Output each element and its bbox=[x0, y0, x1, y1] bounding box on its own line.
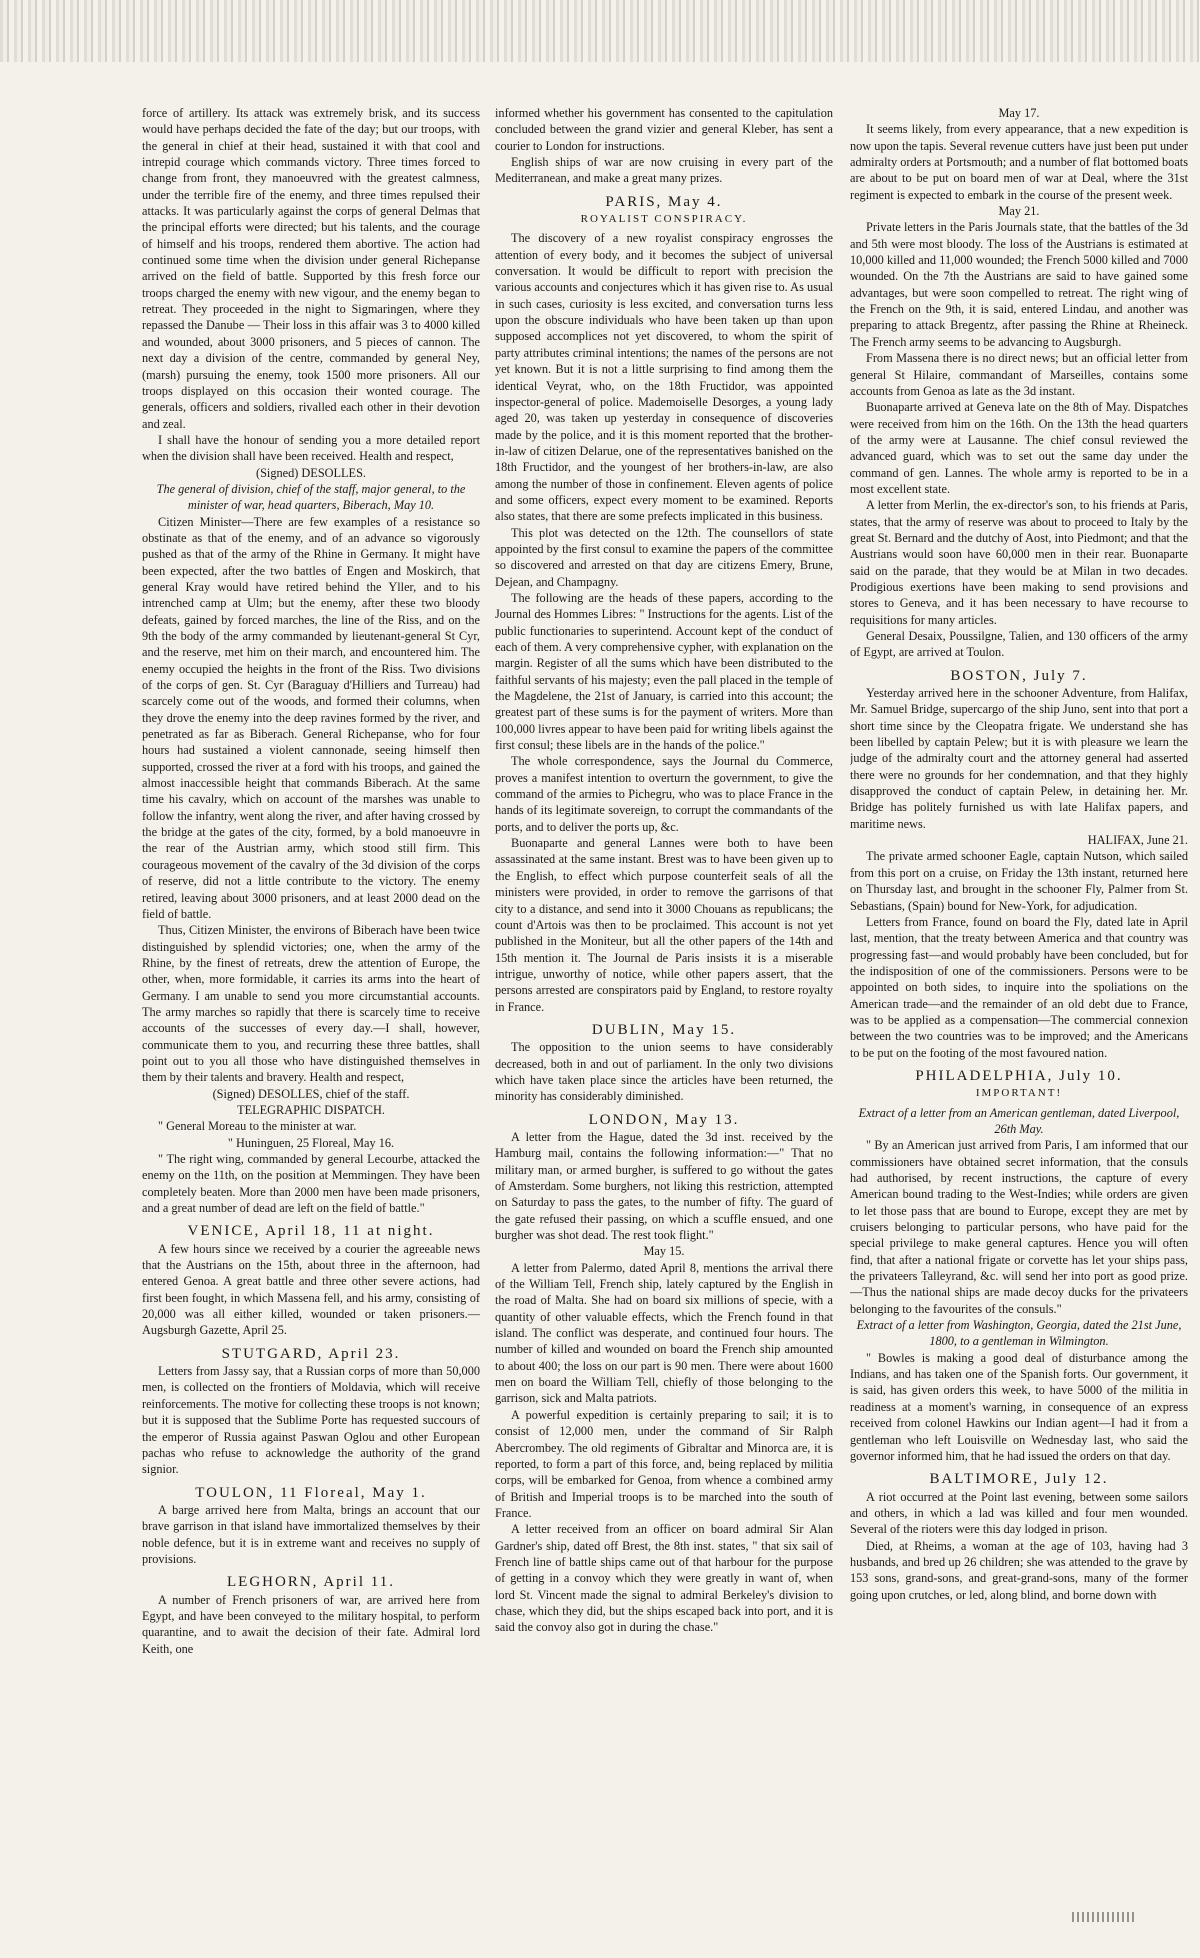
article-paragraph: The following are the heads of these papers, according to the Journal des Hommes Libres: " Instructions for the agents. List of the public functionaries to superintend. Account kept of the conduct of each of them. A very comprehensive cypher, with explanation on the margin. Register of all the sums which have been distributed to the faithful servants of his majesty; even the pall placed in the temple of the Magdelene, the 21st of January, is carried into this account; the greatest part of these sums is for the payment of writers. More than 100,000 livres appear to have been paid for writing libels against the first consul; these libels are in the hands of the police." bbox=[495, 590, 833, 753]
dateline-dublin: DUBLIN, May 15. bbox=[591, 1021, 737, 1038]
dispatch-heading: The general of division, chief of the staff, major general, to the minister of war, head quarters, Biberach, May 10. bbox=[156, 481, 466, 513]
article-paragraph: A letter from the Hague, dated the 3d inst. received by the Hamburg mail, contains the following information:—" That no military man, or armed burgher, is suffered to go without the gates of Amsterdam. Some burghers, not liking this restriction, attempted on Saturday to pass the gates, to the number of fifty. The guard of the gate refused their passing, on which a scuffle ensued, and one burgher was shot dead. The rest took flight." bbox=[495, 1129, 833, 1243]
column-3 bbox=[850, 105, 1188, 1925]
article-continuation: informed whether his government has consented to the capitulation concluded between the grand vizier and general Kleber, has sent a courier to London for instructions. bbox=[495, 106, 833, 153]
extract-heading: Extract of a letter from Washington, Georgia, dated the 21st June, 1800, to a gentleman in Wilmington. bbox=[856, 1318, 1182, 1349]
article-paragraph: Died, at Rheims, a woman at the age of 103, having had 3 husbands, and bred up 26 children; she was attended to the grave by 153 sons, grand-sons, and great-grand-sons, many of the former going upon crutches, or led, along blind, and borne down with bbox=[850, 1538, 1188, 1602]
dateline-toulon: TOULON, 11 Floreal, May 1. bbox=[195, 1484, 427, 1501]
dateline-philadelphia: PHILADELPHIA, July 10. bbox=[915, 1067, 1123, 1084]
article-paragraph: A number of French prisoners of war, are arrived here from Egypt, and have been conveyed to the military hospital, to perform quarantine, and to await the decision of their fate. Admiral lord Keith, one bbox=[142, 1592, 480, 1656]
article-dateline: HALIFAX, June 21. bbox=[1087, 833, 1188, 848]
article-paragraph: Buonaparte arrived at Geneva late on the 8th of May. Dispatches were received from him on the 16th. On the 13th the head quarters of the army were at Lausanne. The chief consul reviewed the advanced guard, which was to set out the same day under the command of gen. Lannes. The whole army is reported to be in a most excellent state. bbox=[850, 400, 1188, 496]
article-paragraph: A letter from Palermo, dated April 8, mentions the arrival there of the William Tell, French ship, lately captured by the English in the road of Malta. She had on board six millions of specie, with a quantity of other valuable effects, which the French found in that island. The conflict was desperate, and continued four hours. The number of killed and wounded on board the French ship amounted to about 400; the loss on our part is 90 men. There were about 1600 men on board the William Tell, chiefly of those belonging to the garrison, sick and Malta patriots. bbox=[495, 1260, 833, 1406]
article-date: May 15. bbox=[643, 1244, 685, 1259]
dateline-baltimore: BALTIMORE, July 12. bbox=[929, 1471, 1109, 1488]
signature: (Signed) DESOLLES, chief of the staff. bbox=[212, 1086, 410, 1101]
dateline-venice: VENICE, April 18, 11 at night. bbox=[187, 1223, 435, 1240]
article-paragraph: Citizen Minister—There are few examples of a resistance so obstinate as that of the enemy, and of an advance so vigorously pushed as that of the army of the Rhine in Germany. It might have been expected, after the two battles of Engen and Moskirch, that general Kray would have retired behind the Yller, and to his intrenched camp at Ulm; but the enemy, after these two bloody defeats, gained by forced marches, the line of the Riss, and on the 9th the body of the army commanded by lieutenant-general St Cyr, and the reserve, met him on their march, and encountered him. The enemy occupied the heights in the front of the Riss. Two divisions of the corps of gen. St. Cyr (Baraguay d'Hilliers and Turreau) had scarcely come out of the woods, and formed their columns, when they drove the enemy into the deep ravines formed by the river, and penetrated as far as Biberach. General Richepanse, who for four hours had sustained a violent cannonade, seeing himself then supported, crossed the river at a ford with his troops, and gained the almost inaccessible height that commands Biberach. At the same time his cavalry, which on account of the marshes was unable to follow the infantry, went along the river, and after having crossed by the bridge at the gates of the city, formed, by a bold manoeuvre in the rear of the Austrian army, which stood still firm. This courageous movement of the cavalry of the 3d division of the corps of reserve, did not a little contribute to the victory. The enemy retired, leaving about 3000 prisoners, and at least 2000 dead on the field of battle. bbox=[142, 514, 480, 921]
article-dateline: " Huninguen, 25 Floreal, May 16. bbox=[227, 1135, 395, 1150]
article-paragraph: Buonaparte and general Lannes were both to have been assassinated at the same instant. Brest was to have been given up to the English, to effect which purpose counterfeit seals of all the ministers were provided, in order to remove the garrisons of that city to a distance, and send into it 3000 Chouans as republicans; the count d'Artois was then to be proclaimed. This account is not yet published in the Moniteur, but all the other papers of the 14th and 15th mention it. The Journal de Paris insists it is a miserable intrigue, unworthy of notice, while other papers assert, that the persons arrested are conspirators paid by England, to restore royalty in France. bbox=[495, 836, 833, 1014]
article-paragraph: A few hours since we received by a courier the agreeable news that the Austrians on the 15th, about three in the afternoon, had entered Genoa. A great battle and three other severe actions, had first been fought, in which Massena fell, and his army, consisting of 20,000 was all either killed, wounded or taken prisoners.—Augsburgh Gazette, April 25. bbox=[142, 1241, 480, 1338]
section-subhead: ROYALIST CONSPIRACY. bbox=[580, 213, 748, 226]
article-paragraph: Yesterday arrived here in the schooner Adventure, from Halifax, Mr. Samuel Bridge, supercargo of the ship Juno, sent into that port a short time since by the Cleopatra frigate. We understand she has been libelled by captain Pelew; but it is with pleasure we learn the judge of the admiralty court and the attorney general had asserted there were no grounds for her condemnation, and that they highly disapproved the conduct of captain Pelew, in detaining her. Mr. Bridge has politely furnished us with late Halifax papers, and maritime news. bbox=[850, 686, 1188, 831]
article-paragraph: Letters from Jassy say, that a Russian corps of more than 50,000 men, is collected on the frontiers of Moldavia, which will receive reinforcements. The motive for collecting these troops is not known; but it is supposed that the Sublime Porte has requested succours of the emperor of Russia against Paswan Oglou and other European pachas who refuse to acknowledge the authority of the grand signior. bbox=[142, 1364, 480, 1477]
dateline-boston: BOSTON, July 7. bbox=[950, 667, 1088, 684]
article-paragraph: The discovery of a new royalist conspiracy engrosses the attention of every body, and it becomes the subject of universal conversation. It would be difficult to report with precision the various accounts and conjectures which it has given rise to. As usual in such cases, curiosity is less excited, and conversation turns less upon the obscure individuals who have been taken up than upon supposed accomplices not yet discovered, to whom the spirit of party attributes criminal intentions; the names of the persons are not yet known. But it is not a little surprising to find among them the identical Veyrat, who, on the 18th Fructidor, was appointed inspector-general of police. Mademoiselle Desorges, a young lady aged 20, was taken up yesterday in consequence of discoveries made by the police, and it is this moment reported that the brother-in-law of citizen Delarue, one of the representatives banished on the 18th Fructidor, and the youngest of her brothers-in-law, are also among the number of those in confinement. Eleven agents of police and some officers, expect every moment to be examined. Reports also states, that there are some prefects implicated in this business. bbox=[495, 231, 833, 524]
article-paragraph: A powerful expedition is certainly preparing to sail; it is to consist of 12,000 men, under the command of Sir Ralph Abercrombey. The old regiments of Gibraltar and Minorca are, it is reported, to form a part of this force, and, being replaced by militia corps, will be embarked for Genoa, from whence a combined army of British and Imperial troops is to be marched into the south of France. bbox=[495, 1407, 833, 1520]
article-paragraph: I shall have the honour of sending you a more detailed report when the division shall have been received. Health and respect, bbox=[142, 432, 480, 464]
article-paragraph: " By an American just arrived from Paris, I am informed that our commissioners have obtained secret information, that the consuls had authorised, by recent instructions, the capture of every American bound trading to the West-Indies; while orders are given to let those pass that are bound to Europe, except they are met by cruisers belonging to particular persons, who have paid for the special privilege to make general captures. Hence you will often find, that after a national frigate or corvette has let your ships pass, the privateers Talleyrand, &c. will send her into port as good prize.—Thus the national ships are made decoy ducks for the privateers belonging to the favourites of the consuls." bbox=[850, 1138, 1188, 1316]
article-date: May 17. bbox=[998, 106, 1040, 120]
article-date: May 21. bbox=[998, 204, 1040, 219]
article-paragraph: A letter from Merlin, the ex-director's son, to his friends at Paris, states, that the army of reserve was about to proceed to Italy by the great St. Bernard and the dutchy of Aost, into Piedmont; and that the Austrians would soon have 60,000 men in their rear. Buonaparte said on the parade, that they would be at Milan in two decades. Prodigious exertions have been making to send provisions and stores to Geneva, and it has been necessary to have recourse to requisitions for many articles. bbox=[850, 498, 1188, 627]
article-paragraph: The whole correspondence, says the Journal du Commerce, proves a manifest intention to overturn the government, to give the command of the armies to Pichegru, who was to place France in the hands of its legitimate sovereign, to corrupt the commandants of the ports, and to deliver the ports up, &c. bbox=[495, 754, 833, 834]
extract-heading: Extract of a letter from an American gentleman, dated Liverpool, 26th May. bbox=[858, 1105, 1180, 1136]
article-paragraph: The opposition to the union seems to have considerably decreased, both in and out of parliament. In the only two divisions which have taken place since the articles have been returned, the minority has considerably diminished. bbox=[495, 1040, 833, 1104]
print-artifact bbox=[1072, 1912, 1136, 1922]
dateline-paris: PARIS, May 4. bbox=[605, 193, 723, 210]
article-paragraph: The private armed schooner Eagle, captain Nutson, which sailed from this port on a cruise, on Friday the 13th instant, returned here on Thursday last, and brought in the schooner Fly, Palmer from St. Sebastians, (Spain) bound for New-York, for adjudication. bbox=[850, 849, 1188, 913]
dateline-leghorn: LEGHORN, April 11. bbox=[227, 1574, 395, 1591]
article-paragraph: It seems likely, from every appearance, that a new expedition is now upon the tapis. Several revenue cutters have just been put under admiralty orders at Portsmouth; and a number of flat bottomed boats are about to be put on board men of war at Deal, where the 31st regiment is expected to embark in the course of the present week. bbox=[850, 122, 1188, 202]
section-subhead: TELEGRAPHIC DISPATCH. bbox=[237, 1102, 385, 1117]
article-paragraph: Thus, Citizen Minister, the environs of Biberach have been twice distinguished by splendid victories; one, when the army of the Rhine, by the finest of retreats, drew the attention of Europe, the other, when, more formidable, it carries its arms into the heart of Germany. I am unable to send you more circumstantial accounts. The army marches so rapidly that there is scarcely time to receive accounts of the successes of every day.—I shall, however, communicate them to you, and recurring these three battles, shall point out to you all those who have distinguished themselves in them by their talents and bravery. Health and respect, bbox=[142, 923, 480, 1085]
article-paragraph: A riot occurred at the Point last evening, between some sailors and others, in which a lad was killed and four men wounded. Several of the rioters were this day lodged in prison. bbox=[850, 1489, 1188, 1537]
article-paragraph: " Bowles is making a good deal of disturbance among the Indians, and has taken one of the Spanish forts. Our government, it is said, has given orders this week, to have 5000 of the militia in readiness at a moment's warning, in consequence of an express received from colonel Hawkins our Indian agent—I had it from a gentleman who left Louisville on Wednesday last, who said the governor informed him, that he had issued the orders on that day. bbox=[850, 1350, 1188, 1463]
article-paragraph: Private letters in the Paris Journals state, that the battles of the 3d and 5th were most bloody. The loss of the Austrians is estimated at 10,000 killed and 11,000 wounded; the French 5000 killed and 7000 wounded. On the 7th the Austrians are said to have gained some advantages, but were soon compelled to retreat. The right wing of the French on the 9th, it is said, entered Lindau, and another was preparing to attack Bregentz, after passing the Rhine at Rheineck. The French army seems to be advancing to Augsburgh. bbox=[850, 220, 1188, 349]
torn-top-edge bbox=[0, 0, 1200, 62]
signature: (Signed) DESOLLES. bbox=[256, 465, 366, 480]
article-paragraph: " General Moreau to the minister at war. bbox=[158, 1119, 357, 1134]
article-paragraph: This plot was detected on the 12th. The counsellors of state appointed by the first consul to examine the papers of the committee so discovered and arrested on that day are citizens Emery, Brune, Dejean, and Champagny. bbox=[495, 525, 833, 589]
article-paragraph: Letters from France, found on board the Fly, dated late in April last, mention, that the treaty between America and that country was progressing fast—and would probably have been concluded, but for the indisposition of one of the commissioners. Persons were to be appointed on both sides, to inquire into the spoliations on the American trade—and the remainder of an old debt due to France, was to be applied as a compensation—The commercial connexion between the two countries was to be improved; and the Americans to be put on the footing of the most favoured nation. bbox=[850, 914, 1188, 1060]
dateline-stutgard: STUTGARD, April 23. bbox=[221, 1345, 401, 1362]
article-paragraph: A letter received from an officer on board admiral Sir Alan Gardner's ship, dated off Brest, the 8th inst. states, " that six sail of French line of battle ships came out of that harbour for the purpose of getting in a convoy which they were greatly in want of, when lord St. Vincent made the signal to admiral Berkeley's division to chase, which they did, but the ships escaped back into port, and it is said the convoy also got in during the chase." bbox=[495, 1522, 833, 1635]
article-paragraph: A barge arrived here from Malta, brings an account that our brave garrison in that island have immortalized themselves by their noble defence, but it is in extreme want and receives no supply of provisions. bbox=[142, 1502, 480, 1566]
article-continuation: force of artillery. Its attack was extremely brisk, and its success would have perhaps decided the fate of the day; but our troops, with the general in chief at their head, sustained it with that cool and intrepid courage which commands victory. Three times forced to change from front, they manoeuvred with the greatest calmness, under the terrible fire of the enemy, and three times repulsed their attacks. It was particularly against the corps of general Delmas that the principal efforts were directed; but his talents, and the courage of himself and his troops, rendered them abortive. The action had continued some time when the division under general Richepanse arrived on the field of battle. Supported by this fresh force our troops charged the enemy with new vigour, and the enemy began to retreat. They proceeded in the night to Sigmaringen, where they repassed the Danube — Their loss in this affair was 3 to 4000 killed and wounded, about 3000 prisoners, and 5 pieces of cannon. The next day a division of the centre, commanded by general Ney, (marsh) pursuing the enemy, took 1500 more prisoners. All our troops displayed on this occasion their wonted courage. The generals, officers and soldiers, rivalled each other in their devotion and zeal. bbox=[142, 106, 480, 431]
column-2 bbox=[495, 105, 833, 1925]
article-paragraph: " The right wing, commanded by general Lecourbe, attacked the enemy on the 11th, on the position at Memmingen. They have been completely beaten. More than 2000 men have been made prisoners, and a great number of dead are left on the field of battle." bbox=[142, 1152, 480, 1216]
article-paragraph: General Desaix, Poussilgne, Talien, and 130 officers of the army of Egypt, are arrived at Toulon. bbox=[850, 629, 1188, 660]
article-paragraph: From Massena there is no direct news; but an official letter from general St Hilaire, commandant of Marseilles, contains some accounts from Genoa as late as the 3d instant. bbox=[850, 351, 1188, 398]
article-paragraph: English ships of war are now cruising in every part of the Mediterranean, and make a great many prizes. bbox=[495, 155, 833, 186]
section-subhead: IMPORTANT! bbox=[975, 1087, 1063, 1100]
column-1 bbox=[142, 105, 480, 1925]
dateline-london: LONDON, May 13. bbox=[588, 1111, 740, 1128]
